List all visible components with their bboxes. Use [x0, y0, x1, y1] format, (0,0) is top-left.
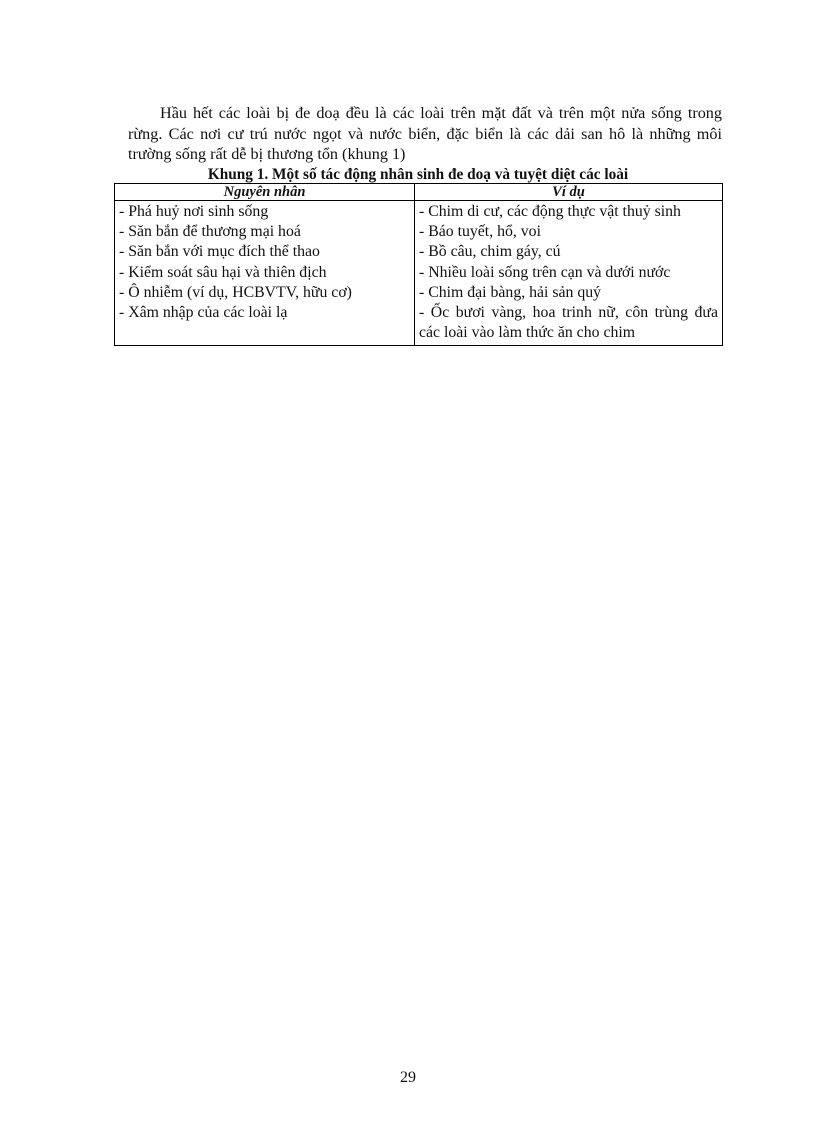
box-caption: Khung 1. Một số tác động nhân sinh đe doạ và tuyệt diệt các loài: [207, 166, 629, 183]
example-item: - Chim di cư, các động thực vật thuỷ sinh: [419, 203, 681, 220]
cause-item: - Kiểm soát sâu hại và thiên địch: [119, 263, 327, 281]
threats-table: [114, 183, 723, 346]
page-number: 29: [400, 1069, 416, 1086]
header-example: Ví dụ: [415, 184, 723, 201]
example-item: - Ốc bươi vàng, hoa trinh nữ, côn trùng đưa các loài vào làm thức ăn cho chim: [419, 304, 718, 342]
cause-item: - Săn bắn với mục đích thể thao: [119, 243, 320, 261]
header-cause: Nguyên nhân: [115, 184, 415, 201]
example-item: - Chim đại bàng, hải sản quý: [419, 283, 602, 301]
cause-item: - Săn bắn để thương mại hoá: [119, 223, 301, 241]
table-row: [115, 201, 723, 346]
cause-item: - Ô nhiễm (ví dụ, HCBVTV, hữu cơ): [119, 283, 352, 301]
cause-item: - Xâm nhập của các loài lạ: [119, 304, 288, 322]
table-header-row: [115, 184, 723, 201]
body-paragraph: Hầu hết các loài bị đe doạ đều là các loài trên mặt đất và trên một nửa sống trong rừng. Các nơi cư trú nước ngọt và nước biển, đặc biển là các dải san hô là những môi trường sống rất dễ bị thương tổn (khung 1): [128, 104, 722, 163]
example-item: - Báo tuyết, hổ, voi: [419, 223, 541, 241]
cause-item: - Phá huỷ nơi sinh sống: [119, 203, 269, 220]
examples-cell: [415, 201, 723, 346]
causes-cell: [115, 201, 415, 346]
example-item: - Nhiều loài sống trên cạn và dưới nước: [419, 263, 671, 281]
example-item: - Bồ câu, chim gáy, cú: [419, 243, 561, 261]
